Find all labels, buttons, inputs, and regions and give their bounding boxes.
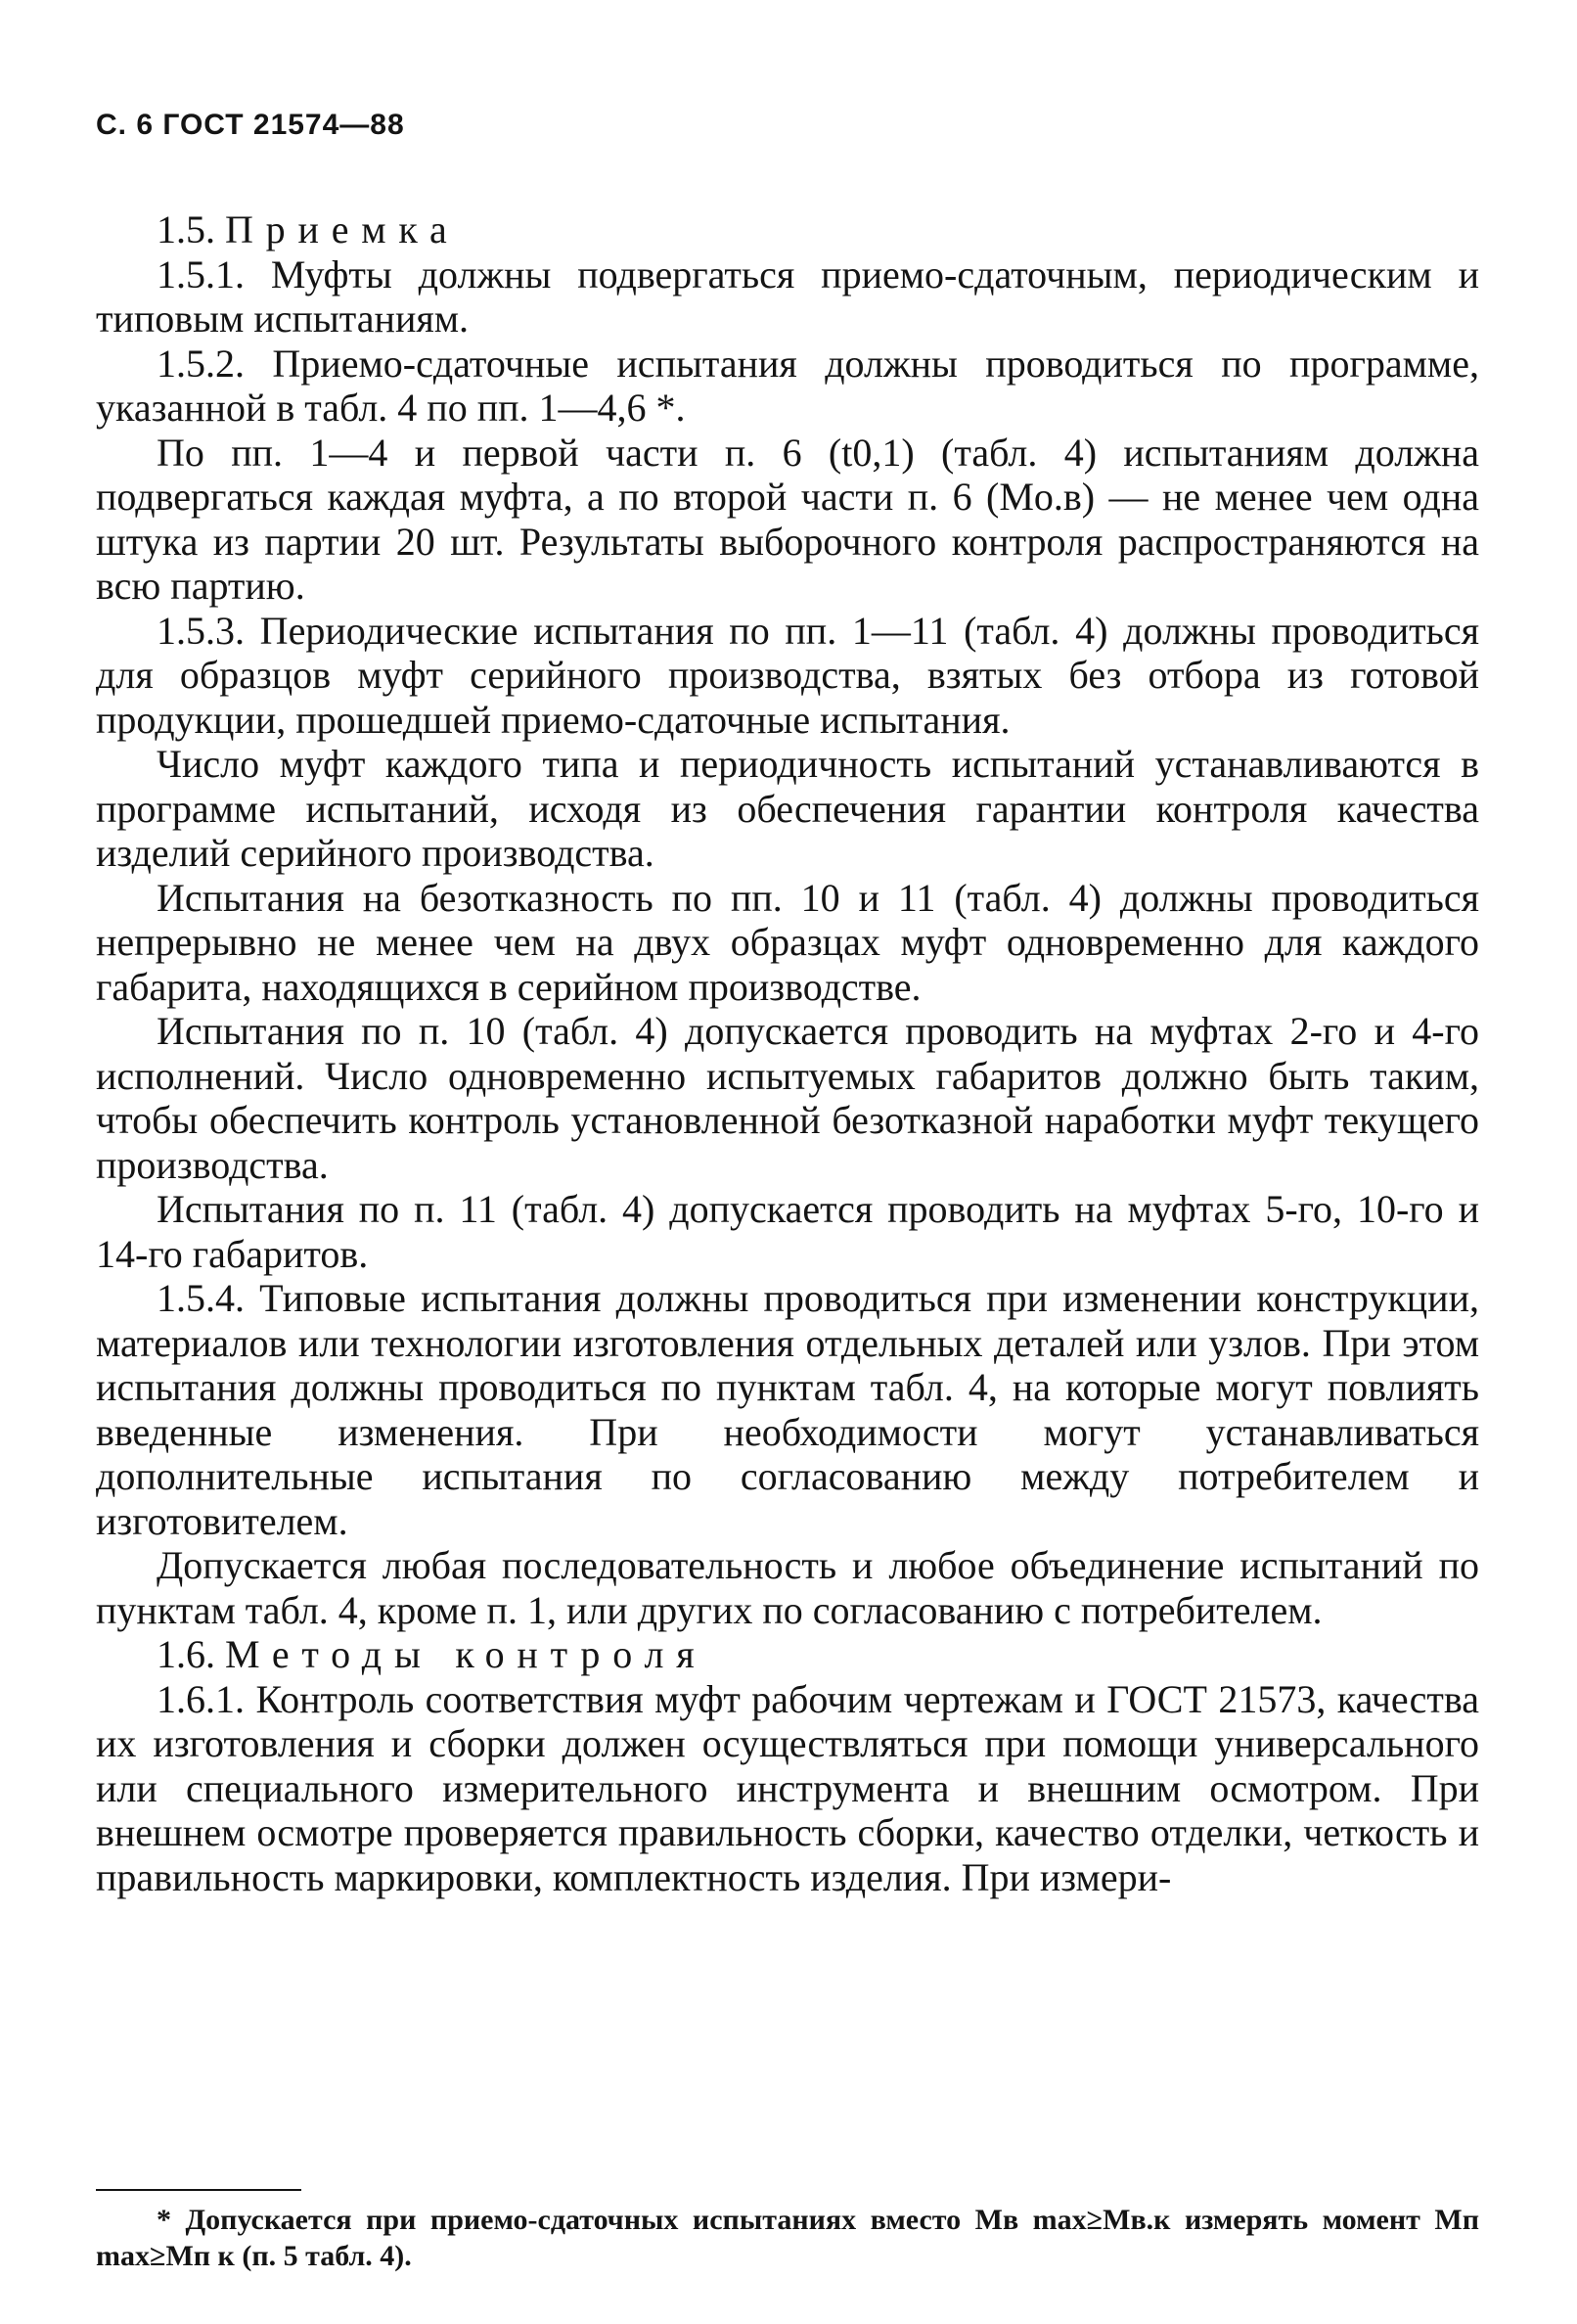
paragraph-1-5-3-d: Испытания по п. 10 (табл. 4) допускается проводить на муфтах 2-го и 4-го исполнений. Число одновременно испытуемых габаритов должно быть таким, чтобы обеспечить контроль установленной безотказной наработки муфт текущего производства. bbox=[96, 1009, 1479, 1187]
paragraph-1-5-2: 1.5.2. Приемо-сдаточные испытания должны проводиться по программе, указанной в табл. 4 по пп. 1—4,6 *. bbox=[96, 341, 1479, 430]
paragraph-1-5-3: 1.5.3. Периодические испытания по пп. 1—11 (табл. 4) должны проводиться для образцов муфт серийного производства, взятых без отбора из готовой продукции, прошедшей приемо-сдаточные испытания. bbox=[96, 608, 1479, 742]
paragraph-1-5-3-b: Число муфт каждого типа и периодичность испытаний устанавливаются в программе испытаний, исходя из обеспечения гарантии контроля качества изделий серийного производства. bbox=[96, 742, 1479, 875]
paragraph-1-5-1: 1.5.1. Муфты должны подвергаться приемо-сдаточным, периодическим и типовым испытаниям. bbox=[96, 251, 1479, 341]
section-number: 1.6. bbox=[157, 1632, 215, 1676]
section-title: Методы контроля bbox=[225, 1632, 707, 1676]
document-page bbox=[96, 108, 1479, 1899]
footnote: * Допускается при приемо-сдаточных испытаниях вместо Mв max≥Mв.к измерять момент Mп max≥Mп к (п. 5 табл. 4). bbox=[96, 2204, 1479, 2272]
section-heading-acceptance bbox=[96, 207, 1479, 252]
paragraph-1-6-1: 1.6.1. Контроль соответствия муфт рабочим чертежам и ГОСТ 21573, качества их изготовления и сборки должен осуществляться при помощи универсального или специального измерительного инструмента и внешним осмотром. При внешнем осмотре проверяется правильность сборки, качество отделки, четкость и правильность маркировки, комплектность изделия. При измери- bbox=[96, 1676, 1479, 1899]
paragraph-1-5-3-e: Испытания по п. 11 (табл. 4) допускается проводить на муфтах 5-го, 10-го и 14-го габаритов. bbox=[96, 1187, 1479, 1276]
section-heading-control-methods bbox=[96, 1632, 1479, 1677]
paragraph-1-5-4: 1.5.4. Типовые испытания должны проводиться при изменении конструкции, материалов или технологии изготовления отдельных деталей или узлов. При этом испытания должны проводиться по пунктам табл. 4, на которые могут повлиять введенные изменения. При необходимости могут устанавливаться дополнительные испытания по согласованию между потребителем и изготовителем. bbox=[96, 1276, 1479, 1543]
footnote-divider bbox=[96, 2189, 301, 2191]
paragraph-1-5-2-b: По пп. 1—4 и первой части п. 6 (t0,1) (табл. 4) испытаниям должна подвергаться каждая муфта, а по второй части п. 6 (Mо.в) — не менее чем одна штука из партии 20 шт. Результаты выборочного контроля распространяются на всю партию. bbox=[96, 430, 1479, 608]
paragraph-1-5-3-c: Испытания на безотказность по пп. 10 и 11 (табл. 4) должны проводиться непрерывно не менее чем на двух образцах муфт одновременно для каждого габарита, находящихся в серийном производстве. bbox=[96, 875, 1479, 1009]
page-header: С. 6 ГОСТ 21574—88 bbox=[96, 109, 405, 141]
section-title: Приемка bbox=[225, 207, 460, 251]
paragraph-1-5-4-b: Допускается любая последовательность и любое объединение испытаний по пунктам табл. 4, кроме п. 1, или других по согласованию с потребителем. bbox=[96, 1543, 1479, 1632]
section-number: 1.5. bbox=[157, 207, 215, 251]
